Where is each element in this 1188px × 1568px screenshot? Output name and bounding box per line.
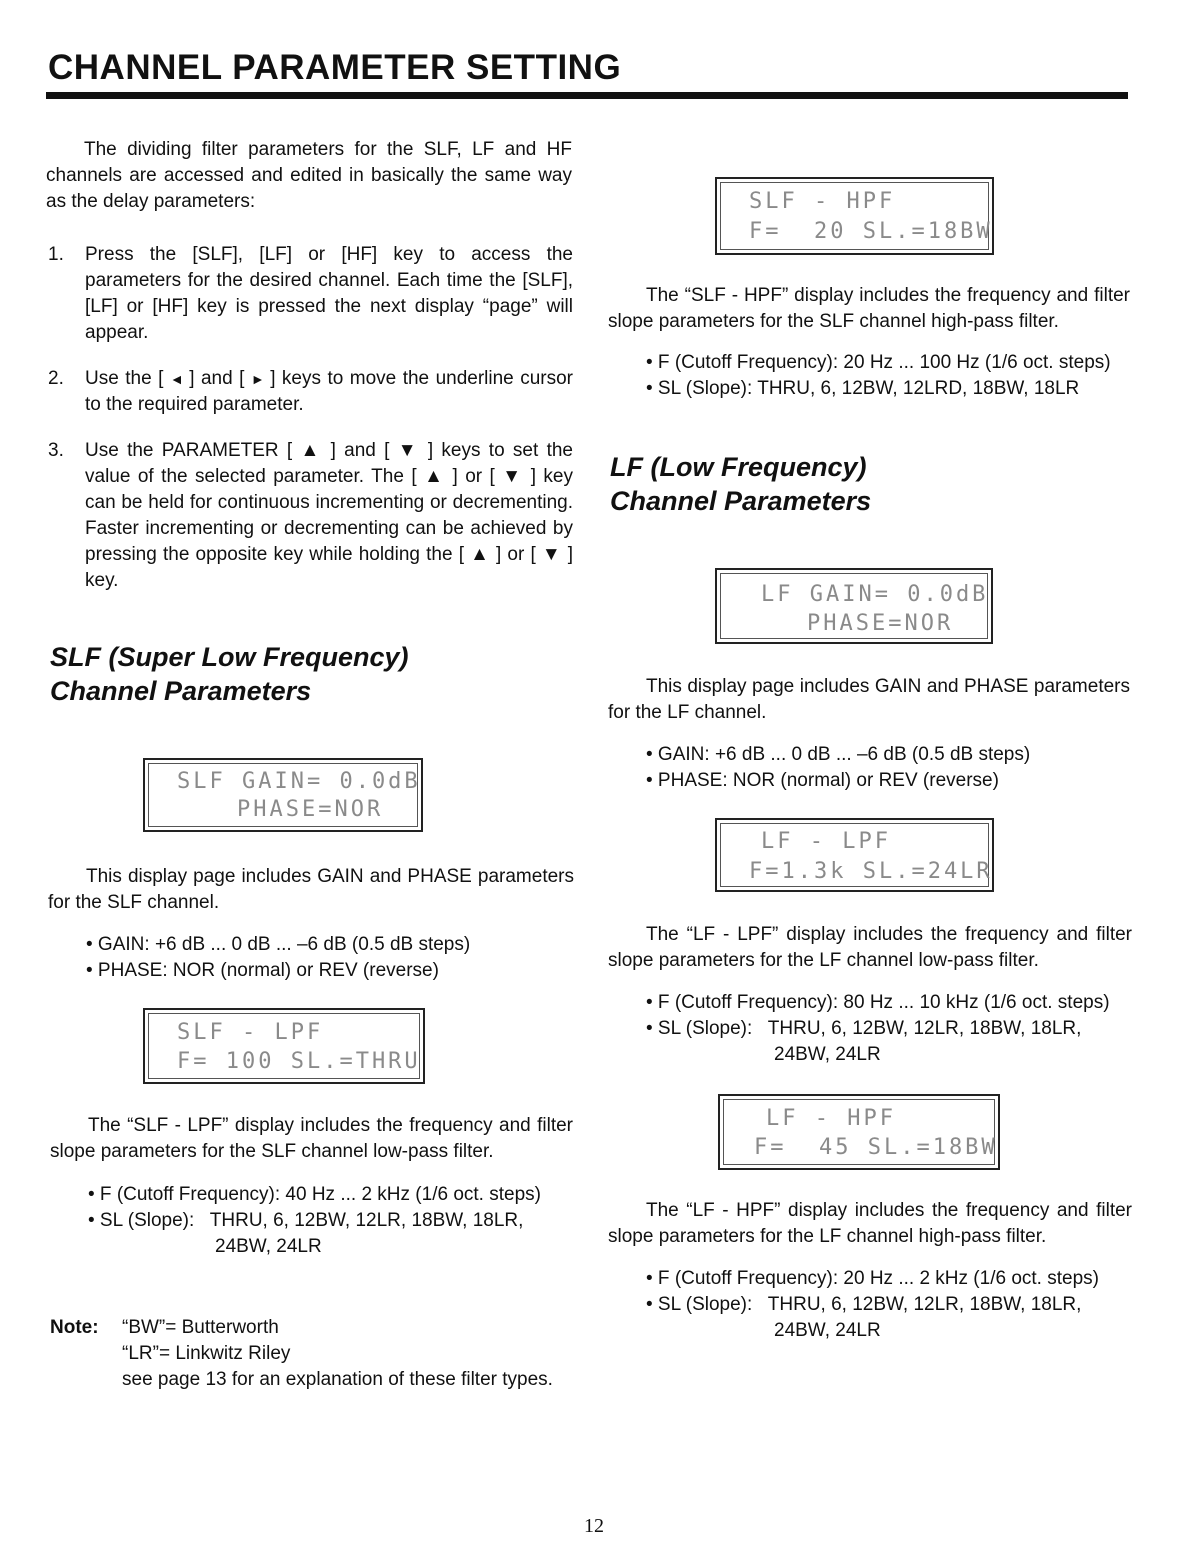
slf-gain-lcd	[143, 758, 423, 832]
list-item: • F (Cutoff Frequency): 20 Hz ... 2 kHz (1/6 oct. steps)	[646, 1268, 1099, 1289]
list-item: • F (Cutoff Frequency): 80 Hz ... 10 kHz (1/6 oct. steps)	[646, 992, 1110, 1013]
list-item: • SL (Slope): THRU, 6, 12BW, 12LR, 18BW, 18LR,	[88, 1210, 524, 1231]
page-number: 12	[584, 1515, 604, 1537]
lf-lpf-description: The “LF - LPF” display includes the frequency and filter slope parameters for the LF channel low-pass filter.	[608, 924, 1132, 971]
slf-hpf-description: The “SLF - HPF” display includes the frequency and filter slope parameters for the SLF channel high-pass filter.	[608, 285, 1130, 332]
lf-hpf-lcd	[718, 1094, 1000, 1170]
lcd-line-1: LF - HPF	[766, 1106, 896, 1131]
note-label: Note:	[50, 1317, 99, 1338]
step-number: 2.	[48, 368, 64, 389]
step-text: Use the [ ◄ ] and [ ► ] keys to move the underline cursor to the required parameter.	[85, 368, 573, 415]
page-title: CHANNEL PARAMETER SETTING	[48, 48, 622, 87]
note-line: see page 13 for an explanation of these filter types.	[122, 1369, 553, 1390]
slf-lpf-lcd	[143, 1008, 425, 1084]
slf-gain-description: This display page includes GAIN and PHASE parameters for the SLF channel.	[48, 866, 574, 913]
step-2	[48, 366, 573, 422]
lf-gain-bullets	[646, 742, 1136, 794]
list-item: • SL (Slope): THRU, 6, 12BW, 12LR, 18BW, 18LR,	[646, 1294, 1082, 1315]
right-arrow-key-icon: ►	[250, 371, 264, 387]
list-item: • GAIN: +6 dB ... 0 dB ... –6 dB (0.5 dB steps)	[646, 744, 1031, 765]
list-item-continued: 24BW, 24LR	[774, 1044, 881, 1065]
step-3	[48, 438, 573, 598]
lf-hpf-description: The “LF - HPF” display includes the frequency and filter slope parameters for the LF channel high-pass filter.	[608, 1200, 1132, 1247]
intro-paragraph: The dividing filter parameters for the SLF, LF and HF channels are accessed and edited in basically the same way as the delay parameters:	[46, 139, 572, 212]
slf-gain-bullets	[86, 932, 566, 984]
list-item: • F (Cutoff Frequency): 20 Hz ... 100 Hz (1/6 oct. steps)	[646, 352, 1111, 373]
lcd-line-1: LF - LPF	[761, 829, 891, 854]
lcd-line-1: SLF - LPF	[177, 1020, 324, 1045]
title-rule	[46, 92, 1128, 99]
list-item: • PHASE: NOR (normal) or REV (reverse)	[86, 960, 439, 981]
slf-hpf-lcd	[715, 177, 994, 255]
lcd-line-1: SLF GAIN= 0.0dB	[177, 769, 421, 794]
lcd-line-2: F= 20 SL.=18BW	[749, 219, 993, 244]
note-line: “BW”= Butterworth	[122, 1317, 279, 1338]
step-text: Press the [SLF], [LF] or [HF] key to access the parameters for the desired channel. Each time the [SLF], [LF] or [HF] key is pressed the next display “page” will appear.	[85, 244, 573, 343]
list-item: • SL (Slope): THRU, 6, 12BW, 12LRD, 18BW, 18LR	[646, 378, 1080, 399]
list-item: • GAIN: +6 dB ... 0 dB ... –6 dB (0.5 dB steps)	[86, 934, 471, 955]
list-item-continued: 24BW, 24LR	[215, 1236, 322, 1257]
step-number: 3.	[48, 440, 64, 461]
slf-lpf-description: The “SLF - LPF” display includes the frequency and filter slope parameters for the SLF channel low-pass filter.	[50, 1115, 573, 1162]
lcd-line-2: F=1.3k SL.=24LR	[749, 859, 993, 884]
list-item: • SL (Slope): THRU, 6, 12BW, 12LR, 18BW, 18LR,	[646, 1018, 1082, 1039]
lcd-line-2: PHASE=NOR	[237, 797, 384, 822]
lcd-line-2: F= 100 SL.=THRU	[177, 1049, 421, 1074]
lcd-line-2: F= 45 SL.=18BW	[754, 1135, 998, 1160]
lcd-line-1: LF GAIN= 0.0dB	[761, 582, 989, 607]
lf-hpf-bullets	[646, 1266, 1138, 1344]
list-item-continued: 24BW, 24LR	[774, 1320, 881, 1341]
list-item: • PHASE: NOR (normal) or REV (reverse)	[646, 770, 999, 791]
step-number: 1.	[48, 244, 64, 265]
lf-lpf-lcd	[715, 818, 994, 892]
slf-heading: SLF (Super Low Frequency) Channel Parameters	[50, 642, 409, 706]
lf-heading: LF (Low Frequency) Channel Parameters	[610, 452, 872, 516]
lcd-line-1: SLF - HPF	[749, 189, 896, 214]
lf-gain-lcd	[715, 568, 993, 644]
note-line: “LR”= Linkwitz Riley	[122, 1343, 291, 1364]
slf-hpf-bullets	[646, 350, 1136, 402]
step-text: Use the PARAMETER [ ▲ ] and [ ▼ ] keys to set the value of the selected parameter. The [ ▲ ] or [ ▼ ] key can be held for continuous incrementing or decrementing. Faster incrementing or decrementing can be achieved by pressing the opposite key while holding the [ ▲ ] or [ ▼ ] key.	[85, 440, 573, 591]
slf-lpf-bullets	[88, 1182, 574, 1260]
list-item: • F (Cutoff Frequency): 40 Hz ... 2 kHz (1/6 oct. steps)	[88, 1184, 541, 1205]
lf-lpf-bullets	[646, 990, 1138, 1068]
step-1	[48, 242, 573, 352]
lcd-line-2: PHASE=NOR	[807, 611, 954, 636]
left-arrow-key-icon: ◄	[169, 371, 183, 387]
lf-gain-description: This display page includes GAIN and PHASE parameters for the LF channel.	[608, 676, 1130, 723]
